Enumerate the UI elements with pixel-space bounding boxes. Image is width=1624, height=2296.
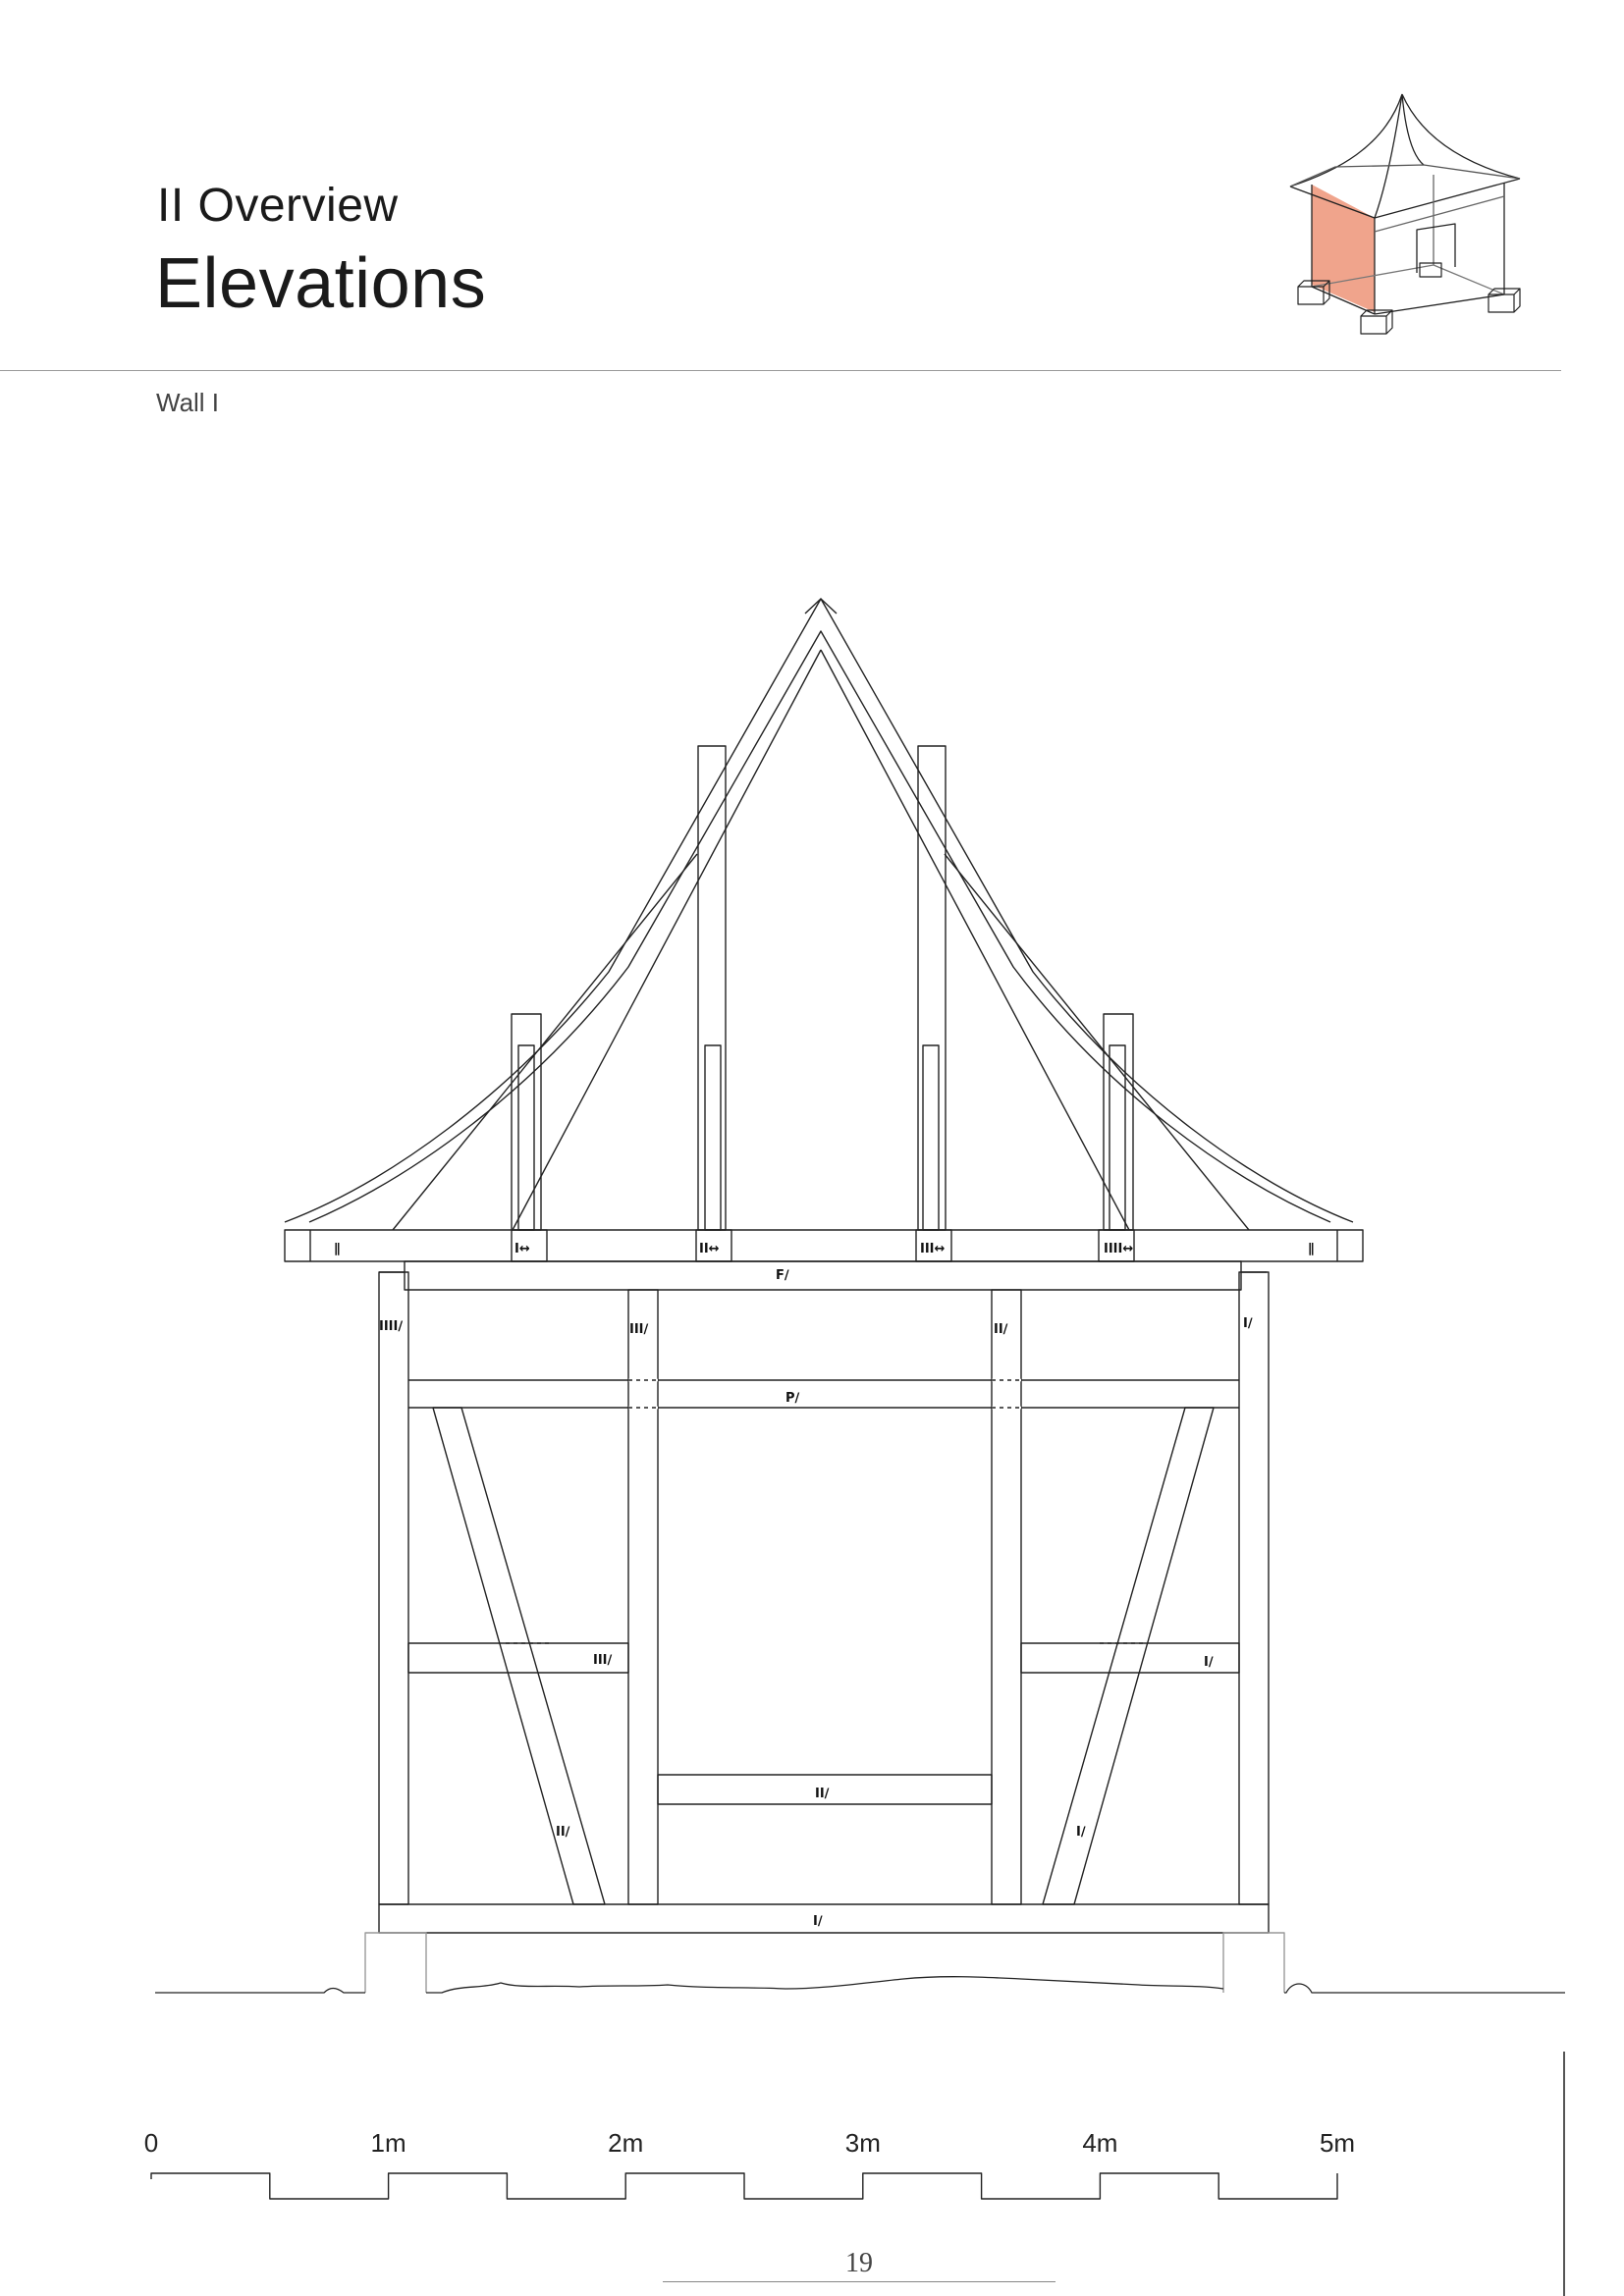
carpenter-mark: II↔ xyxy=(699,1242,720,1256)
carpenter-marks xyxy=(334,1242,1315,1929)
carpenter-mark: ∥ xyxy=(334,1242,341,1256)
scale-label: 0 xyxy=(143,2128,159,2158)
carpenter-mark: III∕ xyxy=(593,1653,613,1668)
carpenter-mark: II∕ xyxy=(994,1322,1008,1337)
carpenter-mark: III↔ xyxy=(920,1242,946,1256)
sill-beam xyxy=(379,1904,1269,1933)
foundation-right xyxy=(1223,1933,1284,1993)
highlighted-wall xyxy=(1312,185,1375,312)
carpenter-mark: II∕ xyxy=(556,1825,570,1840)
building-axonometric-icon xyxy=(1290,94,1520,334)
scale-bar-line xyxy=(151,2173,1337,2199)
carpenter-mark: I∕ xyxy=(1243,1316,1253,1331)
corner-post-right xyxy=(1239,1272,1269,1904)
carpenter-mark: IIII↔ xyxy=(1104,1242,1134,1256)
section-heading: II Overview xyxy=(157,180,399,232)
page-title: Elevations xyxy=(155,244,487,323)
carpenter-mark: I↔ xyxy=(514,1242,530,1256)
carpenter-mark: IIII∕ xyxy=(379,1319,404,1334)
ground-line xyxy=(155,1977,1565,1993)
wall-elevation xyxy=(155,599,1565,1993)
carpenter-mark: I∕ xyxy=(1076,1825,1086,1840)
rafter xyxy=(513,650,821,1230)
carpenter-mark: III∕ xyxy=(629,1322,649,1337)
corner-post-left xyxy=(379,1272,408,1904)
scale-bar xyxy=(151,2173,1337,2199)
carpenter-mark: II∕ xyxy=(815,1787,830,1801)
margin-line xyxy=(1563,2052,1565,2296)
carpenter-mark: P∕ xyxy=(785,1391,800,1406)
roof-inner-line xyxy=(309,631,1330,1222)
carpenter-mark: ∥ xyxy=(1308,1242,1315,1256)
rafter xyxy=(945,854,1249,1230)
scale-label: 4m xyxy=(1082,2128,1118,2158)
footer-divider xyxy=(663,2281,1056,2282)
top-plate xyxy=(405,1261,1241,1290)
brace-right xyxy=(1043,1408,1214,1904)
scale-label: 2m xyxy=(608,2128,644,2158)
page-number: 19 xyxy=(845,2248,873,2278)
scale-label: 5m xyxy=(1319,2128,1356,2158)
carpenter-mark: I∕ xyxy=(1204,1655,1214,1670)
roof-outline xyxy=(285,599,1353,1222)
door-post-left xyxy=(628,1290,658,1904)
drawing-caption: Wall I xyxy=(156,388,220,417)
scale-label: 3m xyxy=(844,2128,881,2158)
roof-ridge-inner xyxy=(805,599,837,614)
carpenter-mark: I∕ xyxy=(813,1914,823,1929)
rafter xyxy=(393,854,697,1230)
scale-label: 1m xyxy=(370,2128,406,2158)
eaves-beam xyxy=(285,1230,1363,1261)
rafter xyxy=(821,650,1129,1230)
carpenter-mark: F∕ xyxy=(776,1268,789,1283)
brace-left xyxy=(433,1408,605,1904)
door-post-right xyxy=(992,1290,1021,1904)
roof-studs xyxy=(512,746,1134,1261)
foundation-left xyxy=(365,1933,426,1993)
